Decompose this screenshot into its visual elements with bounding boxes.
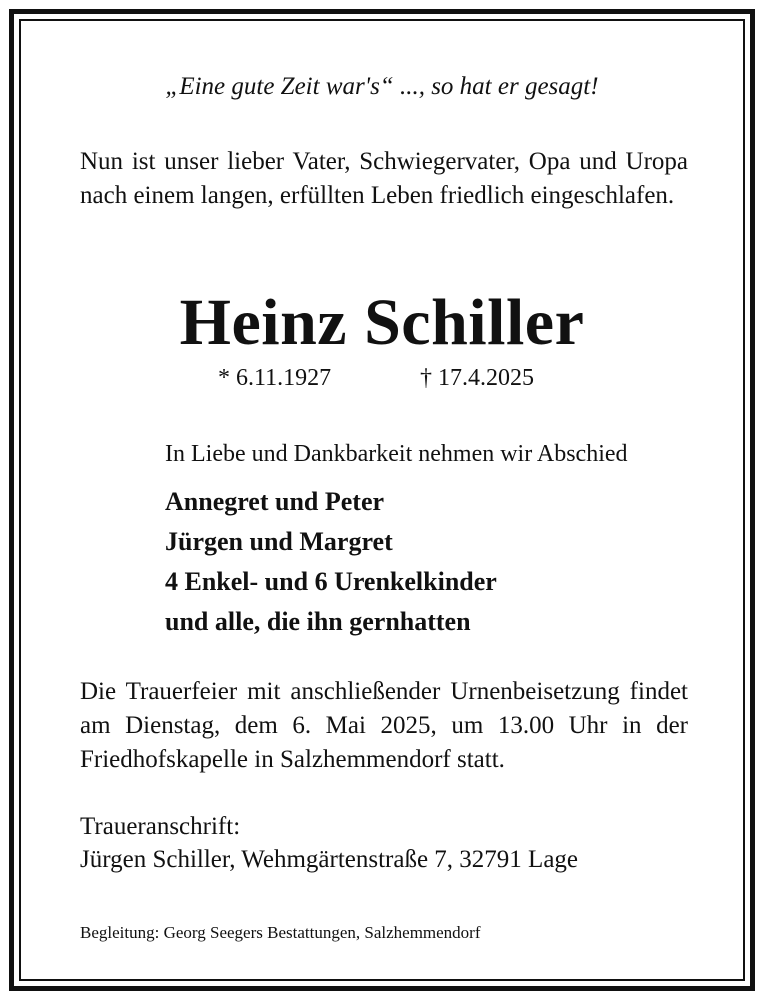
address-label: Traueranschrift: (80, 813, 241, 840)
mourners-list (165, 482, 497, 642)
mourner-item: und alle, die ihn gernhatten (165, 607, 471, 636)
intro-text: Nun ist unser lieber Vater, Schwiegervater, Opa und Uropa nach einem langen, erfüllten Leben friedlich eingeschlafen. (80, 148, 688, 209)
mourner-item: Annegret und Peter (165, 487, 385, 516)
mourner-item: 4 Enkel- und 6 Urenkelkinder (165, 567, 497, 596)
farewell-line: In Liebe und Dankbarkeit nehmen wir Abschied (165, 441, 628, 467)
motto-quote: „Eine gute Zeit war's“ ..., so hat er gesagt! (165, 73, 599, 100)
funeral-home-line: Begleitung: Georg Seegers Bestattungen, Salzhemmendorf (80, 923, 481, 942)
mourner-item: Jürgen und Margret (165, 527, 393, 556)
deceased-name: Heinz Schiller (179, 286, 585, 359)
ceremony-text: Die Trauerfeier mit anschließender Urnenbeisetzung findet am Dienstag, dem 6. Mai 2025, um 13.00 Uhr in der Friedhofskapelle in Salzhemmendorf statt. (80, 678, 688, 773)
birth-date: * 6.11.1927 (218, 365, 332, 391)
death-date: † 17.4.2025 (420, 365, 534, 391)
address-text: Jürgen Schiller, Wehmgärtenstraße 7, 32791 Lage (80, 846, 579, 873)
